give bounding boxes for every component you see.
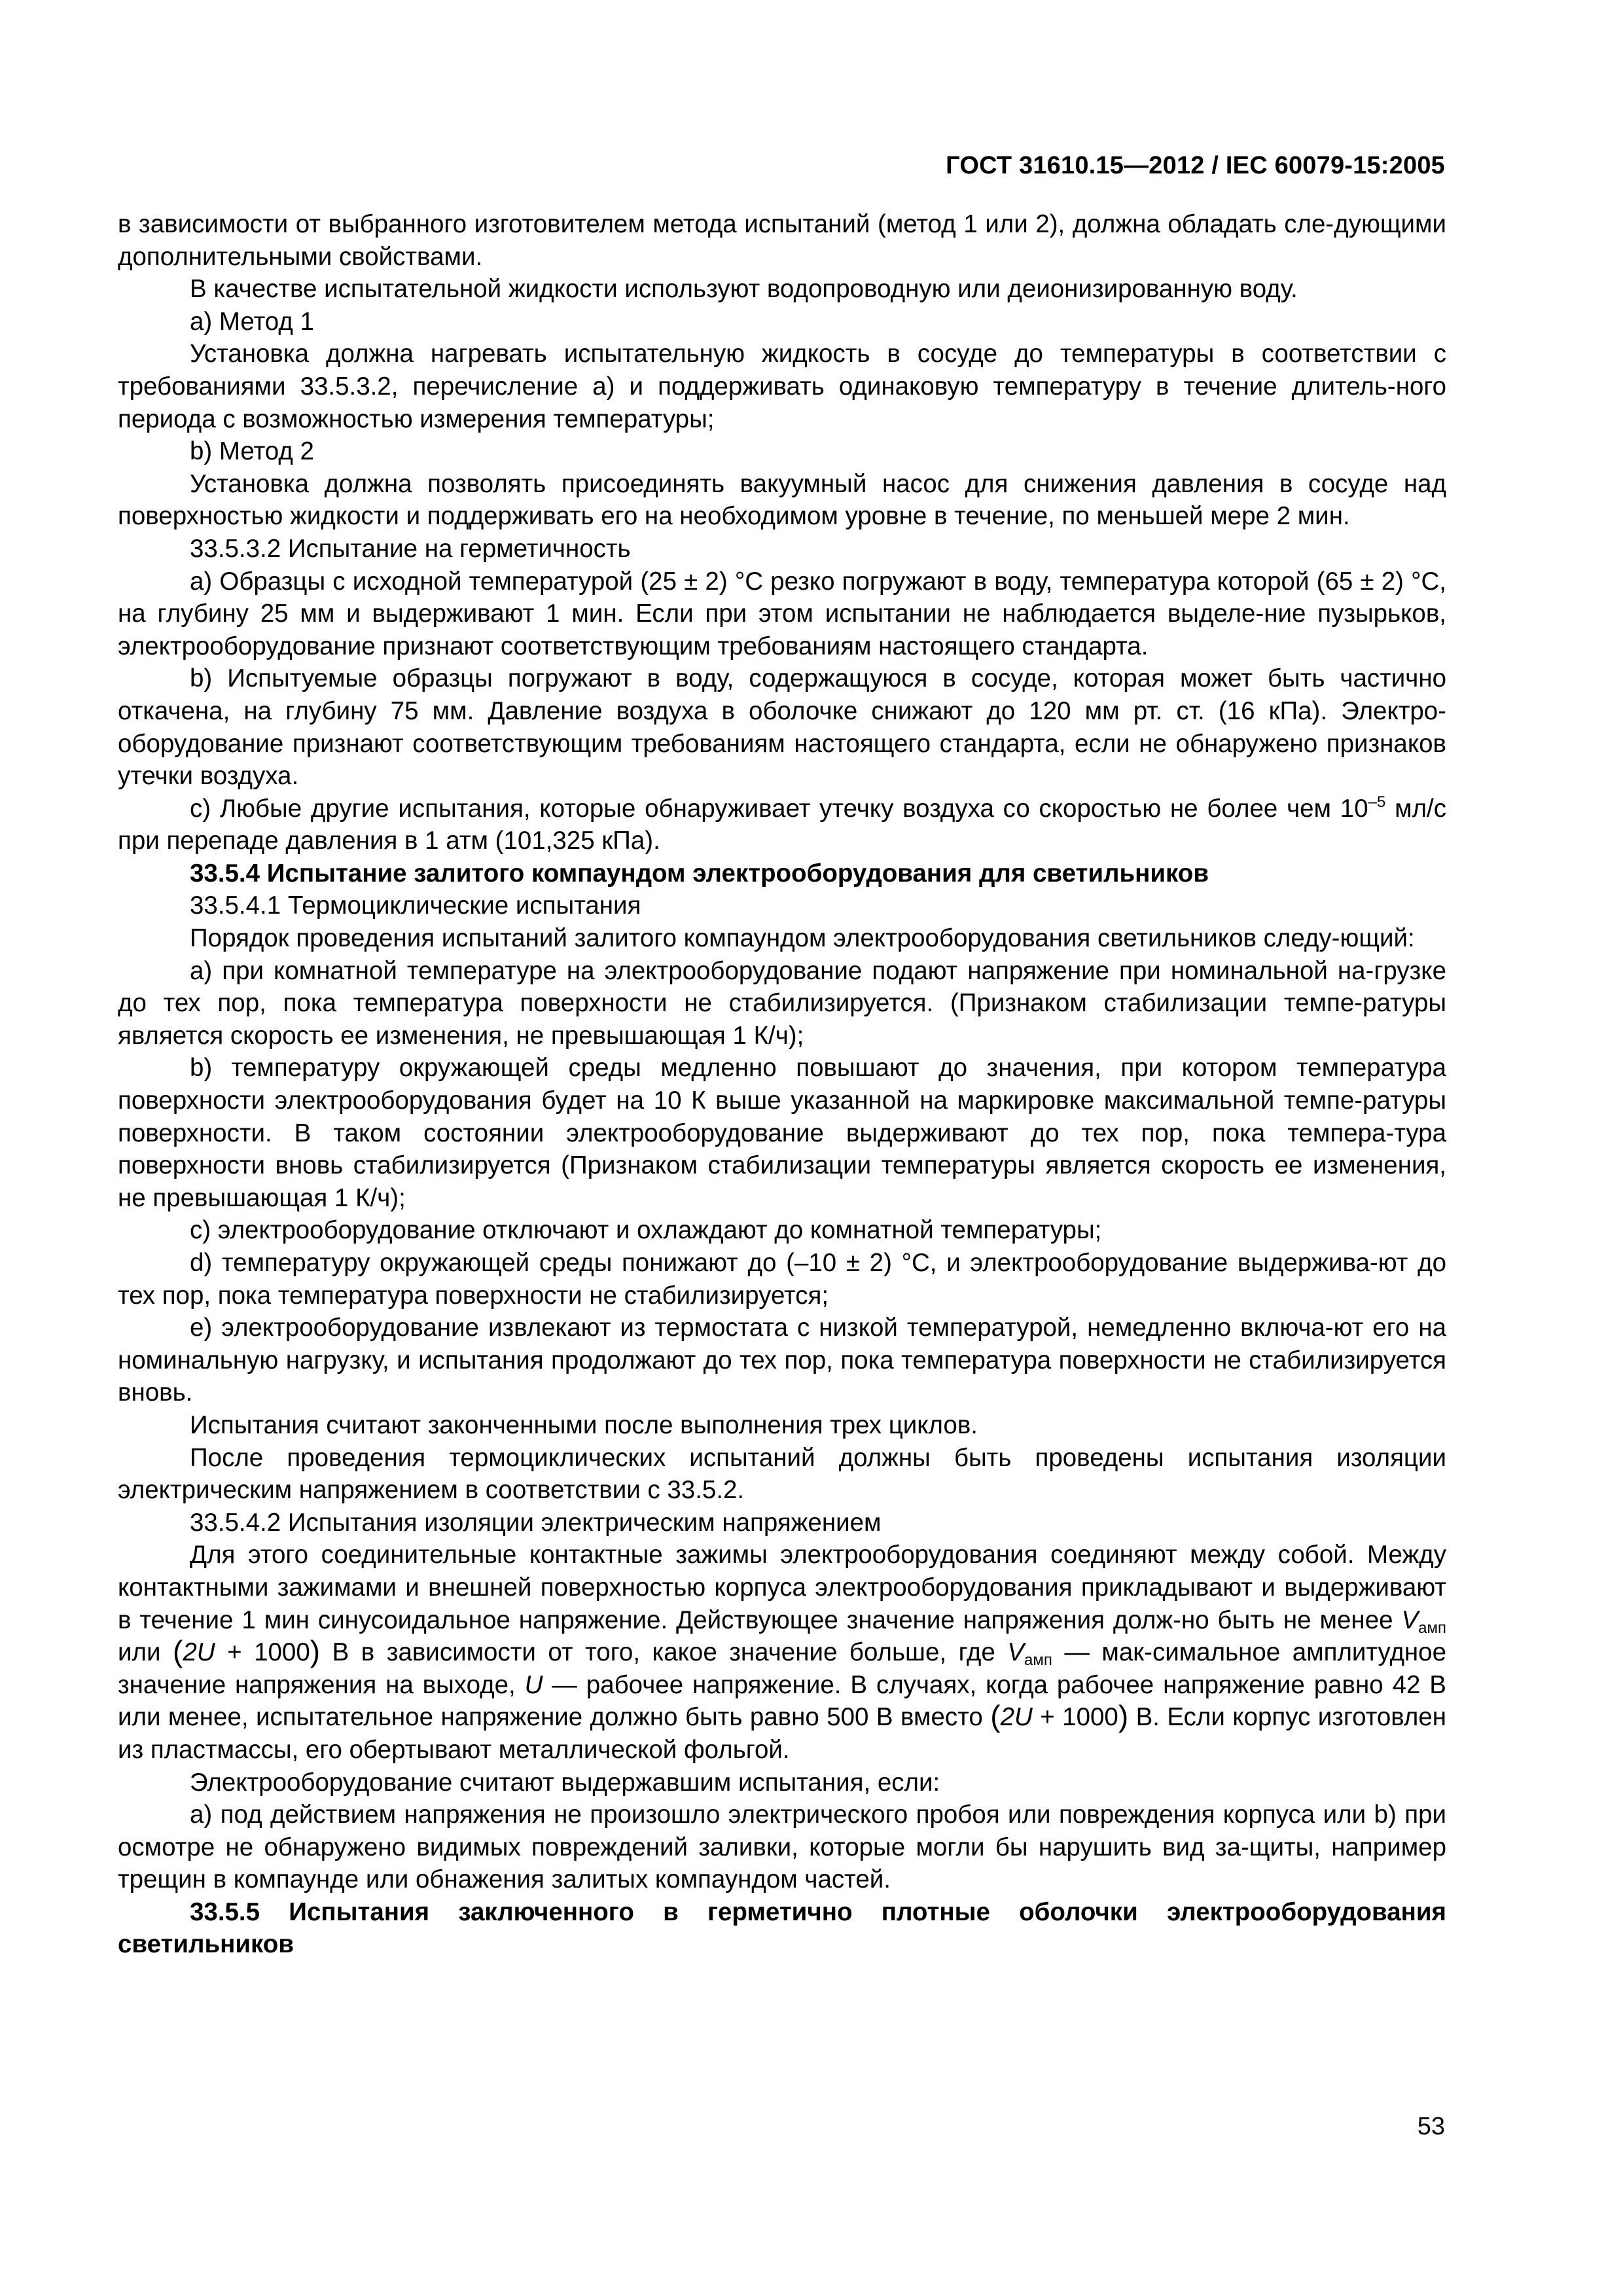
voltage-text-6: В. Если корпус изготовлен из пластмассы, его обертывают металлической фольгой. <box>118 1703 1447 1764</box>
voltage-text-2: или <box>118 1638 173 1667</box>
paragraph: с) электрооборудование отключают и охлаждают до комнатной температуры; <box>190 1216 1102 1245</box>
paragraph-leak-test-c <box>118 793 1446 857</box>
paragraph: 33.5.4.1 Термоциклические испытания <box>190 891 641 920</box>
paragraph: 33.5.4.2 Испытания изоляции электрическим напряжением <box>190 1508 882 1537</box>
formula2-rest: + 1000 <box>1032 1703 1118 1732</box>
paragraph: Электрооборудование считают выдержавшим испытания, если: <box>190 1768 940 1797</box>
para-c-text-after: мл/с при перепаде давления в 1 атм (101,325 кПа). <box>118 794 1446 855</box>
paragraph-voltage-test <box>118 1539 1446 1766</box>
symbol-v-2: V <box>1007 1638 1024 1667</box>
formula-rest: + 1000 <box>215 1638 310 1667</box>
paragraph: а) при комнатной температуре на электрооборудование подают напряжение при номинальной на-грузке до тех пор, пока температура поверхности не стабилизируется. (Признаком стабилизации темпе-ратуры является скорость ее изменения, не превышающая 1 К/ч); <box>118 956 1446 1050</box>
paragraph: 33.5.3.2 Испытание на герметичность <box>190 534 631 563</box>
symbol-v-2-subscript: амп <box>1024 1651 1052 1670</box>
formula-2u: 2U <box>183 1638 215 1667</box>
paragraph: В качестве испытательной жидкости используют водопроводную или деионизированную воду. <box>190 275 1298 304</box>
paragraph: Испытания считают законченными после выполнения трех циклов. <box>190 1410 978 1439</box>
paragraph: а) Метод 1 <box>190 307 314 336</box>
paragraph-group-2 <box>118 857 1446 1539</box>
paragraph-group-1 <box>118 208 1446 793</box>
formula2-open-paren: ( <box>990 1699 1001 1734</box>
page-number: 53 <box>1417 2113 1445 2140</box>
paragraph: е) электрооборудование извлекают из термостата с низкой температурой, немедленно включа-ют его на номинальную нагрузку, и испытания продолжают до тех пор, пока температура поверхности не стабилизируется вновь. <box>118 1314 1446 1407</box>
paragraph: а) Образцы с исходной температурой (25 ± 2) °С резко погружают в воду, температура которой (65 ± 2) °С, на глубину 25 мм и выдерживают 1 мин. Если при этом испытании не наблюдается выделе-ние пузырьков, электрооборудование признают соответствующим требованиям настоящего стандарта. <box>118 567 1446 660</box>
formula2-2u: 2U <box>1000 1703 1033 1732</box>
document-body <box>118 208 1446 1961</box>
symbol-u: U <box>524 1670 543 1699</box>
page-header: ГОСТ 31610.15—2012 / IEC 60079-15:2005 <box>946 152 1445 179</box>
paragraph: d) температуру окружающей среды понижают до (–10 ± 2) °С, и электрооборудование выдержива-ют до тех пор, пока температура поверхности не стабилизируется; <box>118 1249 1446 1310</box>
paragraph: а) под действием напряжения не произошло электрического пробоя или повреждения корпуса или b) при осмотре не обнаружено видимых повреждений заливки, которые могли бы нарушить вид за-щиты, например трещин в компаунде или обнажения залитых компаундом частей. <box>118 1801 1446 1894</box>
paragraph: 33.5.5 Испытания заключенного в герметично плотные оболочки электрооборудования светильников <box>118 1897 1446 1959</box>
formula-open-paren: ( <box>173 1634 183 1669</box>
symbol-v: V <box>1401 1605 1419 1634</box>
paragraph: в зависимости от выбранного изготовителем метода испытаний (метод 1 или 2), должна обладать сле-дующими дополнительными свойствами. <box>118 210 1446 271</box>
paragraph: Установка должна нагревать испытательную жидкость в сосуде до температуры в соответствии с требованиями 33.5.3.2, перечисление а) и поддерживать одинаковую температуру в течение длитель-ного периода с возможностью измерения температуры; <box>118 340 1446 433</box>
paragraph: Установка должна позволять присоединять вакуумный насос для снижения давления в сосуде над поверхностью жидкости и поддерживать его на необходимом уровне в течение, по меньшей мере 2 мин. <box>118 469 1446 531</box>
para-c-exponent: –5 <box>1368 793 1386 811</box>
paragraph-group-3 <box>118 1767 1446 1962</box>
para-c-text-before: с) Любые другие испытания, которые обнаруживает утечку воздуха со скоростью не более чем 10 <box>190 794 1368 823</box>
symbol-v-subscript: амп <box>1418 1619 1446 1637</box>
paragraph: b) Испытуемые образцы погружают в воду, содержащуюся в сосуде, которая может быть частично откачена, на глубину 75 мм. Давление воздуха в оболочке снижают до 120 мм рт. ст. (16 кПа). Электро-оборудование признают соответствующим требованиям настоящего стандарта, если не обнаружено признаков утечки воздуха. <box>118 664 1446 791</box>
paragraph: Порядок проведения испытаний залитого компаундом электрооборудования светильников следу-ющий: <box>190 924 1415 953</box>
paragraph: b) температуру окружающей среды медленно повышают до значения, при котором температура поверхности электрооборудования будет на 10 К выше указанной на маркировке максимальной темпе-ратуры поверхности. В таком состоянии электрооборудование выдерживают до тех пор, пока темпера-тура поверхности вновь стабилизируется (Признаком стабилизации температуры является скорость ее изменения, не превышающая 1 К/ч); <box>118 1054 1446 1212</box>
voltage-text-3: В в зависимости от того, какое значение больше, где <box>320 1638 1008 1667</box>
paragraph: b) Метод 2 <box>190 437 314 466</box>
paragraph: После проведения термоциклических испытаний должны быть проведены испытания изоляции электрическим напряжением в соответствии с 33.5.2. <box>118 1443 1446 1505</box>
voltage-text-5: — рабочее напряжение. В случаях, когда рабочее напряжение равно 42 В или менее, испытательное напряжение должно быть равно 500 В вместо <box>118 1670 1446 1732</box>
formula-close-paren: ) <box>310 1634 321 1669</box>
voltage-text-1: Для этого соединительные контактные зажимы электрооборудования соединяют между собой. Между контактными зажимами и внешней поверхностью корпуса электрооборудования прикладывают и выдерживают в течение 1 мин синусоидальное напряжение. Действующее значение напряжения долж-но быть не менее <box>118 1541 1446 1634</box>
paragraph: 33.5.4 Испытание залитого компаундом электрооборудования для светильников <box>190 859 1209 888</box>
voltage-text-4: — мак-симальное амплитудное значение напряжения на выходе, <box>118 1638 1446 1699</box>
formula2-close-paren: ) <box>1118 1699 1129 1734</box>
